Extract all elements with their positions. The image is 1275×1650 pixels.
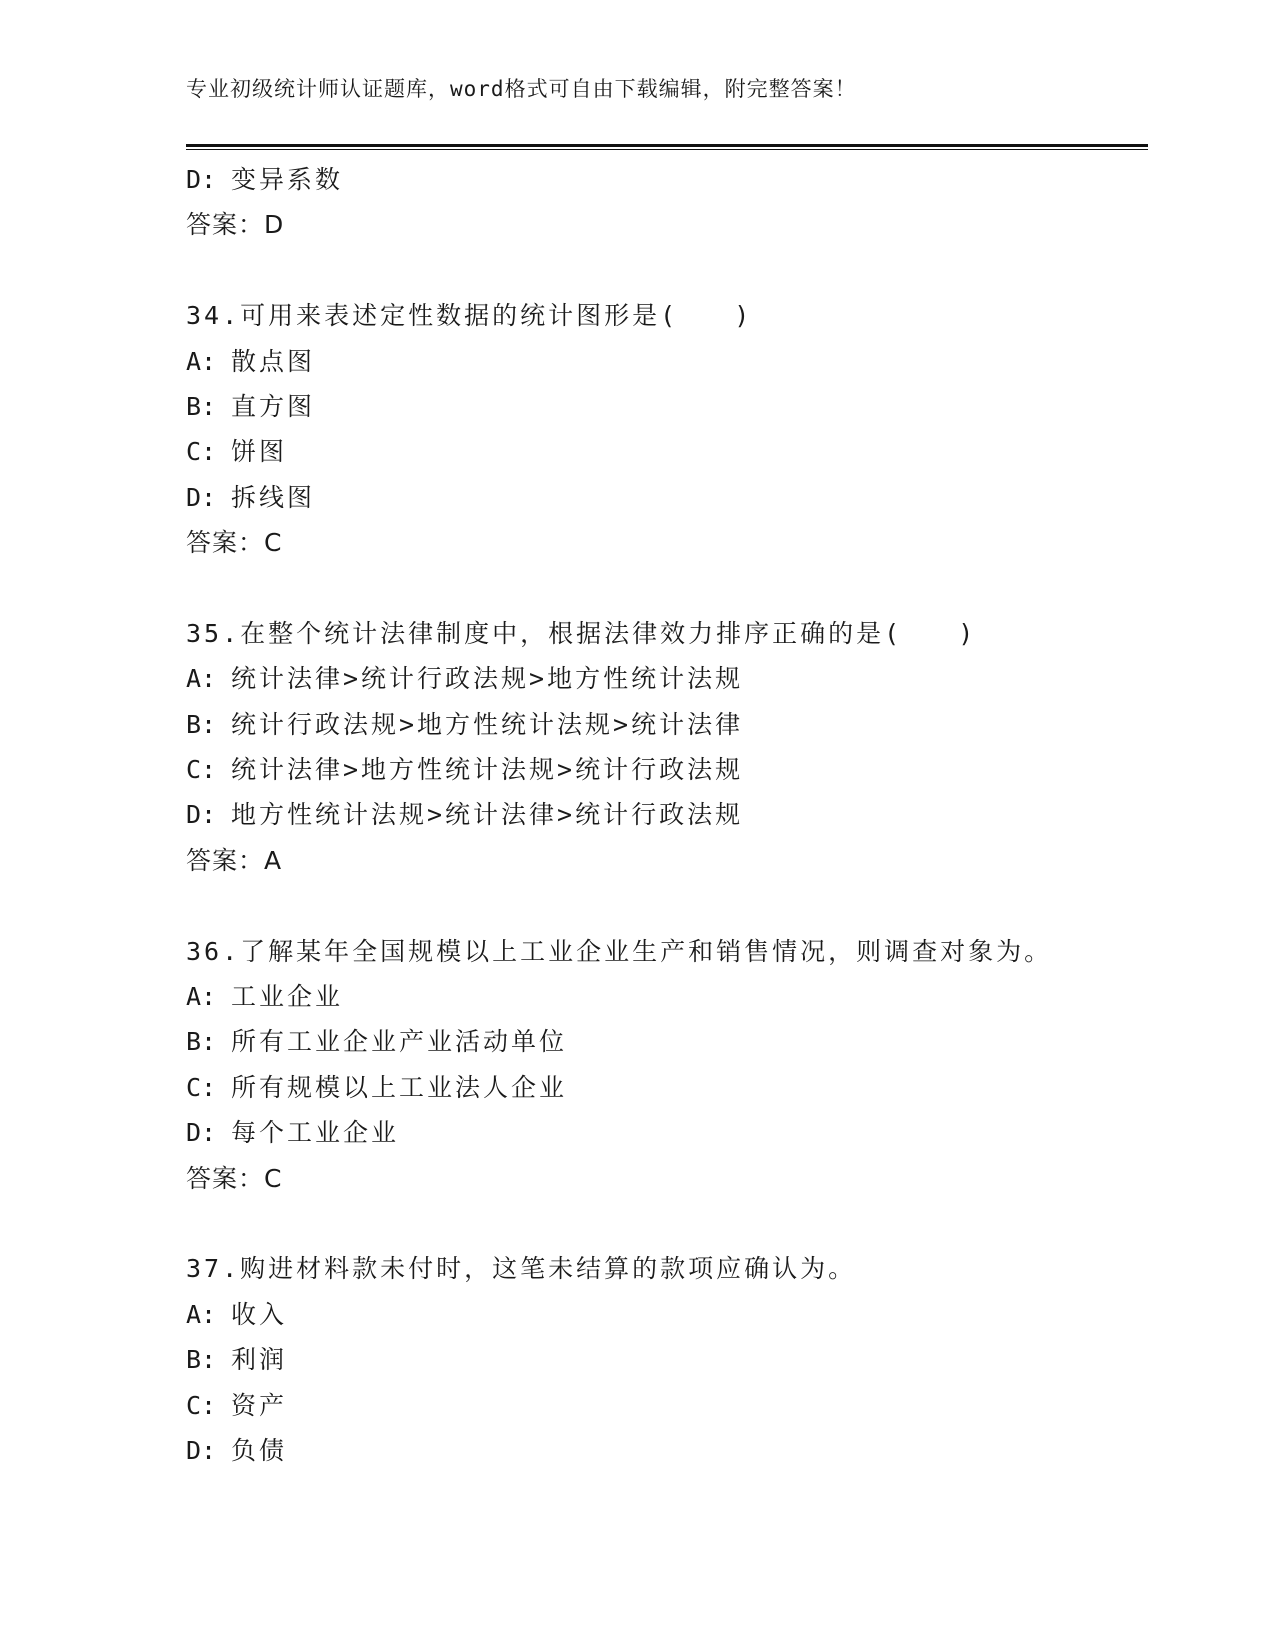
option-c [186, 429, 1148, 474]
option-label: C: [186, 437, 217, 467]
option-text: 统计法律>地方性统计法规>统计行政法规 [231, 755, 744, 785]
option-a [186, 339, 1148, 384]
option-a [186, 974, 1148, 1019]
option-text: 利润 [231, 1345, 288, 1375]
option-d [186, 1110, 1148, 1155]
spacer [186, 883, 1148, 928]
option-label: A: [186, 346, 217, 376]
option-text: 负债 [231, 1435, 288, 1465]
option-c [186, 1065, 1148, 1110]
option-text: 收入 [231, 1299, 288, 1329]
option-label: A: [186, 982, 217, 1012]
question-stem-35: 35.在整个统计法律制度中，根据法律效力排序正确的是( ) [186, 618, 977, 648]
option-text: 每个工业企业 [231, 1118, 400, 1148]
option-label: C: [186, 1072, 217, 1102]
option-label: B: [186, 1027, 217, 1057]
prev-option-d [186, 157, 1148, 202]
option-text: 变异系数 [231, 165, 344, 194]
answer-34: 答案：C [186, 528, 283, 558]
question-stem-37: 37.购进材料款未付时，这笔未结算的款项应确认为。 [186, 1254, 857, 1284]
option-label: D: [186, 1435, 217, 1465]
option-text: 统计法律>统计行政法规>地方性统计法规 [231, 664, 744, 694]
option-b [186, 702, 1148, 747]
spacer [186, 248, 1148, 293]
option-d [186, 1428, 1148, 1473]
option-text: 所有规模以上工业法人企业 [231, 1072, 568, 1102]
option-label: C: [186, 755, 217, 785]
option-text: 散点图 [231, 346, 316, 376]
option-c [186, 1383, 1148, 1428]
option-d [186, 792, 1148, 837]
option-label: D: [186, 482, 217, 512]
option-label: D: [186, 165, 217, 194]
option-label: A: [186, 664, 217, 694]
answer-35: 答案：A [186, 845, 283, 875]
option-b [186, 1337, 1148, 1382]
option-b [186, 1019, 1148, 1064]
option-label: D: [186, 1118, 217, 1148]
option-label: D: [186, 800, 217, 830]
option-label: C: [186, 1390, 217, 1420]
spacer [186, 566, 1148, 611]
question-content [186, 157, 1148, 1473]
option-text: 所有工业企业产业活动单位 [231, 1027, 568, 1057]
spacer [186, 1201, 1148, 1246]
option-label: B: [186, 709, 217, 739]
option-b [186, 384, 1148, 429]
option-text: 直方图 [231, 391, 316, 421]
header-divider [186, 144, 1148, 150]
option-label: B: [186, 391, 217, 421]
option-text: 地方性统计法规>统计法律>统计行政法规 [231, 800, 744, 830]
option-c [186, 747, 1148, 792]
question-stem-34: 34.可用来表述定性数据的统计图形是( ) [186, 301, 753, 331]
page-header: 专业初级统计师认证题库，word格式可自由下载编辑，附完整答案！ [186, 77, 857, 101]
option-a [186, 656, 1148, 701]
option-text: 饼图 [231, 437, 288, 467]
option-a [186, 1292, 1148, 1337]
option-label: A: [186, 1299, 217, 1329]
answer-36: 答案：C [186, 1163, 283, 1193]
option-text: 工业企业 [231, 982, 344, 1012]
question-stem-36: 36.了解某年全国规模以上工业企业生产和销售情况，则调查对象为。 [186, 936, 1053, 966]
option-d [186, 475, 1148, 520]
option-text: 资产 [231, 1390, 288, 1420]
prev-answer: 答案：D [186, 210, 285, 240]
option-text: 统计行政法规>地方性统计法规>统计法律 [231, 709, 744, 739]
option-text: 拆线图 [231, 482, 316, 512]
option-label: B: [186, 1345, 217, 1375]
